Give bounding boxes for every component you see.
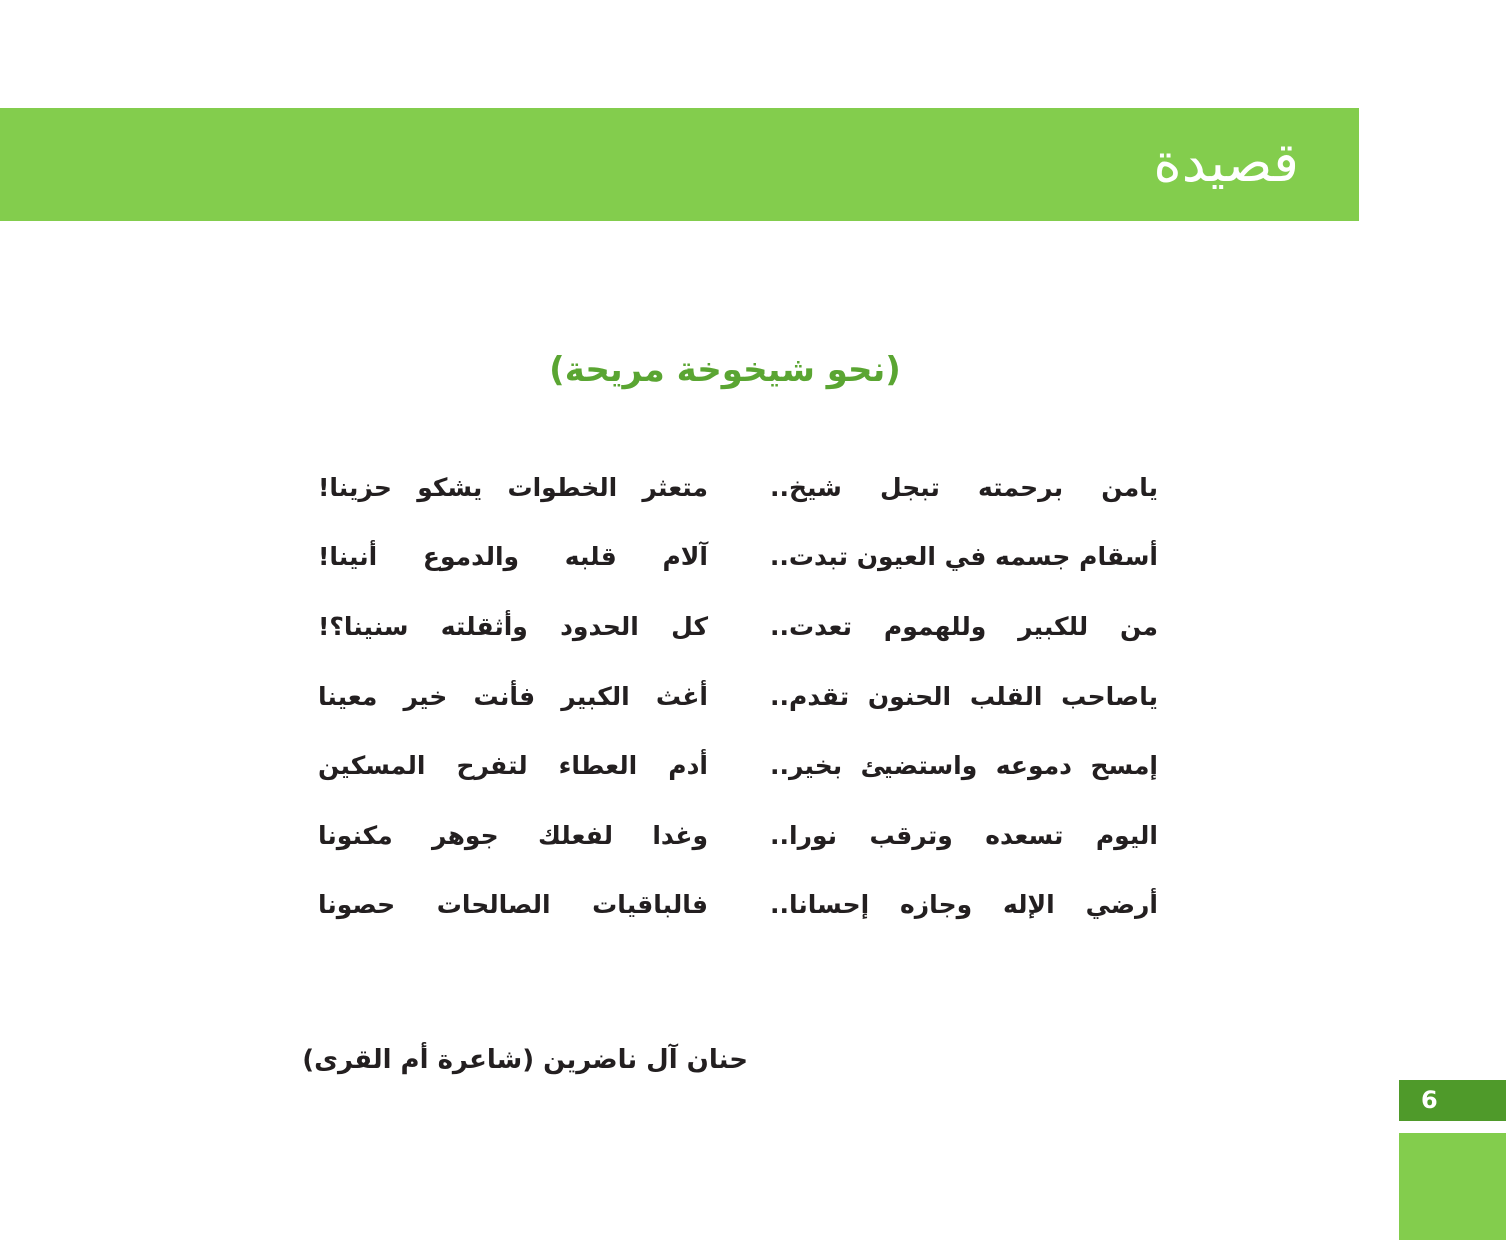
- page-number-box: [1399, 1080, 1506, 1121]
- page-number: 6: [1421, 1086, 1438, 1114]
- verse-3-first-hemistich: من للكبير وللهموم تعدت..: [770, 612, 1158, 641]
- verse-2-second-hemistich: آلام قلبه والدموع أنينا!: [318, 542, 708, 571]
- verse-7-second-hemistich: فالباقيات الصالحات حصونا: [318, 890, 708, 919]
- section-title: قصيدة: [1153, 131, 1299, 194]
- verse-7-first-hemistich: أرضي الإله وجازه إحسانا..: [770, 890, 1158, 919]
- verse-1-second-hemistich: متعثر الخطوات يشكو حزينا!: [318, 473, 708, 502]
- poem-title: (نحو شيخوخة مريحة): [549, 350, 901, 390]
- verse-5-first-hemistich: إمسح دموعه واستضيئ بخير..: [770, 751, 1158, 780]
- verse-6-first-hemistich: اليوم تسعده وترقب نورا..: [770, 821, 1158, 850]
- verse-4-first-hemistich: ياصاحب القلب الحنون تقدم..: [770, 682, 1158, 711]
- verse-1-first-hemistich: يامن برحمته تبجل شيخ..: [770, 473, 1158, 502]
- verse-2-first-hemistich: أسقام جسمه في العيون تبدت..: [769, 542, 1158, 571]
- verse-4-second-hemistich: أغث الكبير فأنت خير معينا: [318, 682, 708, 711]
- verse-3-second-hemistich: كل الحدود وأثقلته سنينا؟!: [318, 612, 708, 641]
- header-band: [0, 108, 1359, 221]
- verse-6-second-hemistich: وغدا لفعلك جوهر مكنونا: [318, 821, 708, 850]
- verse-5-second-hemistich: أدم العطاء لتفرح المسكين: [318, 751, 708, 780]
- page-edge-tab: [1399, 1133, 1506, 1240]
- poem-author: حنان آل ناضرين (شاعرة أم القرى): [302, 1045, 748, 1075]
